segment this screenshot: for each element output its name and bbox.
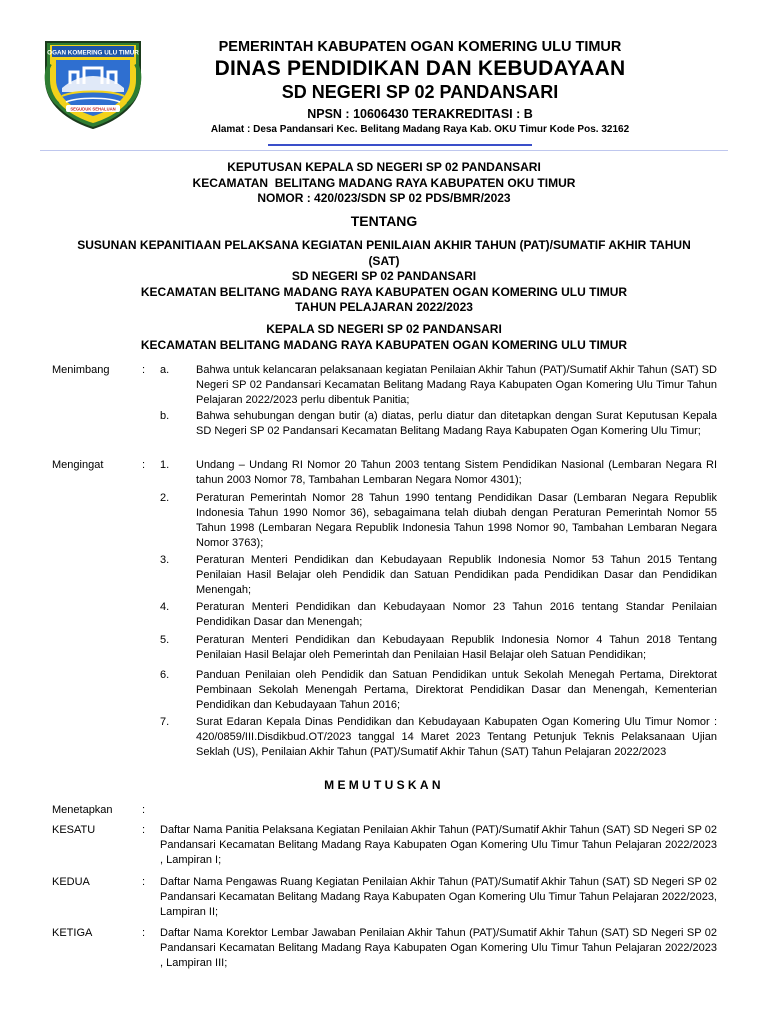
- government-name: PEMERINTAH KABUPATEN OGAN KOMERING ULU TIMUR: [218, 39, 622, 55]
- mengingat-item: Undang – Undang RI Nomor 20 Tahun 2003 tentang Sistem Pendidikan Nasional (Lembaran Negara RI tahun 2003 Nomor 78, Tambahan Lembaran Negara Nomor 4301);: [196, 459, 717, 486]
- principal-heading-line: KECAMATAN BELITANG MADANG RAYA KABUPATEN OGAN KOMERING ULU TIMUR: [140, 337, 628, 352]
- mengingat-item: Surat Edaran Kepala Dinas Pendidikan dan Kebudayaan Kabupaten Ogan Komering Ulu Timur Nomor : 420/0859/III.Disdikbud.OT/2023 tanggal 14 Maret 2023 Tentang Petunjuk Teknis Pelaksanaan Ujian Seklah (US), Penilaian Akhir Tahun (PAT)/Sumatif Akhir Tahun (SAT) Tahun Pelajaran 2022/2023: [196, 716, 717, 758]
- ketetapan-colon: :: [142, 927, 146, 939]
- ketetapan-label-kesatu: KESATU: [52, 824, 96, 836]
- menimbang-mark: a.: [160, 364, 170, 376]
- mengingat-mark: 2.: [160, 492, 170, 504]
- svg-text:SEGUDUK SEHALUAN: SEGUDUK SEHALUAN: [70, 106, 116, 112]
- ketetapan-text: Daftar Nama Korektor Lembar Jawaban Penilaian Akhir Tahun (PAT)/Sumatif Akhir Tahun (SAT) SD Negeri SP 02 Pandansari Kecamatan Belitang Madang Raya Kabupaten Ogan Komering Ulu Timur Tahun Pelajaran 2022/2023 , Lampiran III;: [160, 927, 717, 969]
- menimbang-mark: b.: [160, 410, 170, 422]
- mengingat-mark: 3.: [160, 554, 170, 566]
- menetapkan-label: Menetapkan: [52, 804, 113, 816]
- ketetapan-text: Daftar Nama Panitia Pelaksana Kegiatan Penilaian Akhir Tahun (PAT)/Sumatif Akhir Tahun (SAT) SD Negeri SP 02 Pandansari Kecamatan Belitang Madang Raya Kabupaten Ogan Komering Ulu Timur Tahun Pelajaran 2022/2023 , Lampiran I;: [160, 824, 718, 866]
- mengingat-mark: 4.: [160, 601, 170, 613]
- memutuskan-heading: MEMUTUSKAN: [324, 778, 444, 792]
- menimbang-colon: :: [142, 364, 146, 376]
- ketetapan-colon: :: [142, 876, 146, 888]
- mengingat-mark: 7.: [160, 716, 170, 728]
- mengingat-mark: 5.: [160, 634, 170, 646]
- mengingat-item: Peraturan Pemerintah Nomor 28 Tahun 1990 tentang Pendidikan Dasar (Lembaran Negara Republik Indonesia Tahun 1990 Nomor 36), sebagaimana telah diubah dengan Peraturan Pemerintah Nomor 55 Tahun 1998 (Lembaran Negara Republik Indonesia Tahun 1998 Nomor 90, Tambahan Lembaran Negara Nomor 3763);: [196, 492, 717, 549]
- decree-title: [40, 160, 728, 207]
- decree-subject-line: SUSUNAN KEPANITIAAN PELAKSANA KEGIATAN PENILAIAN AKHIR TAHUN (PAT)/SUMATIF AKHIR TAHUN: [77, 238, 691, 252]
- department-name: DINAS PENDIDIKAN DAN KEBUDAYAAN: [214, 57, 626, 80]
- regency-emblem-logo: [40, 34, 146, 130]
- mengingat-item: Peraturan Menteri Pendidikan dan Kebudayaan Republik Indonesia Nomor 4 Tahun 2018 Tentang Penilaian Hasil Belajar oleh Pemerintah dan Penilaian Hasil Belajar oleh Satuan Pendidikan;: [196, 634, 717, 661]
- decree-subject-line: TAHUN PELAJARAN 2022/2023: [295, 300, 473, 314]
- mengingat-item: Peraturan Menteri Pendidikan dan Kebudayaan Nomor 23 Tahun 2016 tentang Standar Penilaian Pendidikan Dasar dan Menengah;: [196, 601, 717, 628]
- menimbang-item: Bahwa sehubungan dengan butir (a) diatas, perlu diatur dan ditetapkan dengan Surat Keputusan Kepala SD Negeri SP 02 Pandansari Kecamatan Belitang Madang Raya Kabupaten Ogan Komering Ulu Timur;: [196, 410, 717, 437]
- menimbang-label: Menimbang: [52, 364, 110, 376]
- mengingat-item: Peraturan Menteri Pendidikan dan Kebudayaan Republik Indonesia Nomor 53 Tahun 2015 Tentang Penilaian Hasil Belajar oleh Pendidik dan Satuan Pendidikan pada Pendidikan Dasar dan Pendidikan Menengah;: [196, 554, 717, 596]
- mengingat-label: Mengingat: [52, 459, 104, 471]
- decree-number: NOMOR : 420/023/SDN SP 02 PDS/BMR/2023: [257, 191, 511, 205]
- svg-text:OGAN KOMERING ULU TIMUR: OGAN KOMERING ULU TIMUR: [47, 49, 139, 57]
- decree-subject-line: SD NEGERI SP 02 PANDANSARI: [291, 269, 477, 283]
- mengingat-mark: 1.: [160, 459, 170, 471]
- tentang-heading: TENTANG: [350, 213, 418, 229]
- ketetapan-label-ketiga: KETIGA: [52, 927, 93, 939]
- school-name: SD NEGERI SP 02 PANDANSARI: [281, 82, 559, 102]
- menimbang-item: Bahwa untuk kelancaran pelaksanaan kegiatan Penilaian Akhir Tahun (PAT)/Sumatif Akhir Tahun (SAT) SD Negeri SP 02 Pandansari Kecamatan Belitang Madang Raya Kabupaten Ogan Komering Ulu Timur Tahun Pelajaran 2022/2023 perlu dibentuk Panitia;: [196, 364, 717, 406]
- mengingat-mark: 6.: [160, 669, 170, 681]
- mengingat-item: Panduan Penilaian oleh Pendidik dan Satuan Pendidikan untuk Sekolah Menegah Pertama, Direktorat Pembinaan Sekolah Menengah Pertama, Direktorat Pendidikan Dasar dan Menengah, Kementerian Pendidikan dan Kebudayaan Tahun 2016;: [196, 669, 717, 711]
- decree-subject: [40, 238, 728, 316]
- ketetapan-label-kedua: KEDUA: [52, 876, 90, 888]
- ketetapan-colon: :: [142, 824, 146, 836]
- ketetapan-text: Daftar Nama Pengawas Ruang Kegiatan Penilaian Akhir Tahun (PAT)/Sumatif Akhir Tahun (SAT) SD Negeri SP 02 Pandansari Kecamatan Belitang Madang Raya Kabupaten Ogan Komering Ulu Timur Tahun Pelajaran 2022/2023, Lampiran II;: [160, 876, 717, 918]
- npsn-accreditation: NPSN : 10606430 TERAKREDITASI : B: [307, 107, 533, 121]
- letterhead: [160, 38, 680, 136]
- decree-title-line: KEPUTUSAN KEPALA SD NEGERI SP 02 PANDANSARI: [227, 160, 541, 174]
- principal-heading-line: KEPALA SD NEGERI SP 02 PANDANSARI: [266, 322, 502, 336]
- letterhead-divider: [40, 150, 728, 151]
- mengingat-colon: :: [142, 459, 146, 471]
- decree-title-line: KECAMATAN BELITANG MADANG RAYA KABUPATEN OKU TIMUR: [192, 175, 576, 190]
- menetapkan-colon: :: [142, 804, 146, 816]
- school-address: Alamat : Desa Pandansari Kec. Belitang Madang Raya Kab. OKU Timur Kode Pos. 32162: [210, 124, 630, 135]
- decree-subject-line: (SAT): [368, 253, 400, 268]
- decree-subject-line: KECAMATAN BELITANG MADANG RAYA KABUPATEN OGAN KOMERING ULU TIMUR: [140, 284, 628, 299]
- principal-heading: [40, 322, 728, 353]
- letterhead-rule: [268, 144, 532, 146]
